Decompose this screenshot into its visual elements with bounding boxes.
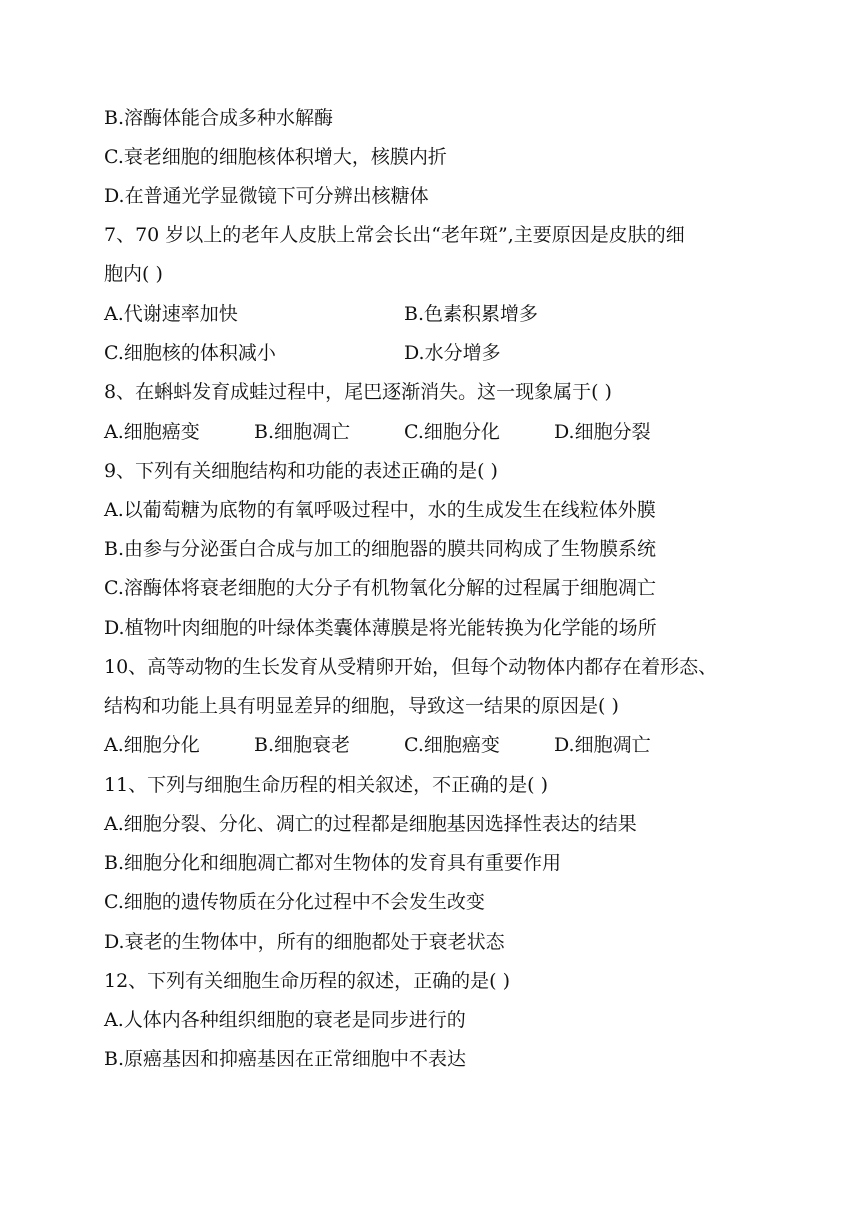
option-a: A.细胞分化 [104, 734, 200, 756]
option-a: A.细胞癌变 [104, 421, 200, 443]
option-c: C.细胞分化 [404, 421, 500, 443]
question-12-stem: 12、下列有关细胞生命历程的叙述，正确的是( ) [104, 970, 511, 992]
option-c: C.细胞核的体积减小 [104, 342, 276, 364]
question-8-stem: 8、在蝌蚪发育成蛙过程中，尾巴逐渐消失。这一现象属于( ) [104, 381, 612, 403]
question-10-stem-cont: 结构和功能上具有明显差异的细胞，导致这一结果的原因是( ) [104, 695, 619, 717]
question-7-stem-cont: 胞内( ) [104, 263, 163, 285]
option-a: A.代谢速率加快 [104, 303, 238, 325]
option-c: C.溶酶体将衰老细胞的大分子有机物氧化分解的过程属于细胞凋亡 [104, 577, 656, 599]
option-a: A.人体内各种组织细胞的衰老是同步进行的 [104, 1009, 466, 1031]
option-b: B.细胞凋亡 [254, 421, 351, 443]
option-a: A.以葡萄糖为底物的有氧呼吸过程中，水的生成发生在线粒体外膜 [104, 499, 656, 521]
option-b: B.细胞衰老 [254, 734, 351, 756]
option-b: B.原癌基因和抑癌基因在正常细胞中不表达 [104, 1048, 467, 1070]
question-7-stem: 7、70 岁以上的老年人皮肤上常会长出“老年斑”,主要原因是皮肤的细 [104, 224, 685, 246]
option-d: D.水分增多 [404, 342, 501, 364]
option-d: D.细胞分裂 [554, 421, 651, 443]
option-line: D.在普通光学显微镜下可分辨出核糖体 [104, 185, 429, 207]
option-b: B.色素积累增多 [404, 303, 539, 325]
option-b: B.细胞分化和细胞凋亡都对生物体的发育具有重要作用 [104, 852, 562, 874]
option-b: B.由参与分泌蛋白合成与加工的细胞器的膜共同构成了生物膜系统 [104, 538, 657, 560]
option-a: A.细胞分裂、分化、凋亡的过程都是细胞基因选择性表达的结果 [104, 813, 637, 835]
option-line: C.衰老细胞的细胞核体积增大，核膜内折 [104, 146, 447, 168]
option-d: D.植物叶肉细胞的叶绿体类囊体薄膜是将光能转换为化学能的场所 [104, 617, 657, 639]
option-c: C.细胞癌变 [404, 734, 500, 756]
option-c: C.细胞的遗传物质在分化过程中不会发生改变 [104, 891, 485, 913]
option-d: D.衰老的生物体中，所有的细胞都处于衰老状态 [104, 931, 505, 953]
question-10-stem: 10、高等动物的生长发育从受精卵开始，但每个动物体内都存在着形态、 [104, 656, 718, 678]
option-d: D.细胞凋亡 [554, 734, 651, 756]
option-line: B.溶酶体能合成多种水解酶 [104, 107, 334, 129]
question-11-stem: 11、下列与细胞生命历程的相关叙述，不正确的是( ) [104, 774, 549, 796]
question-9-stem: 9、下列有关细胞结构和功能的表述正确的是( ) [104, 460, 498, 482]
